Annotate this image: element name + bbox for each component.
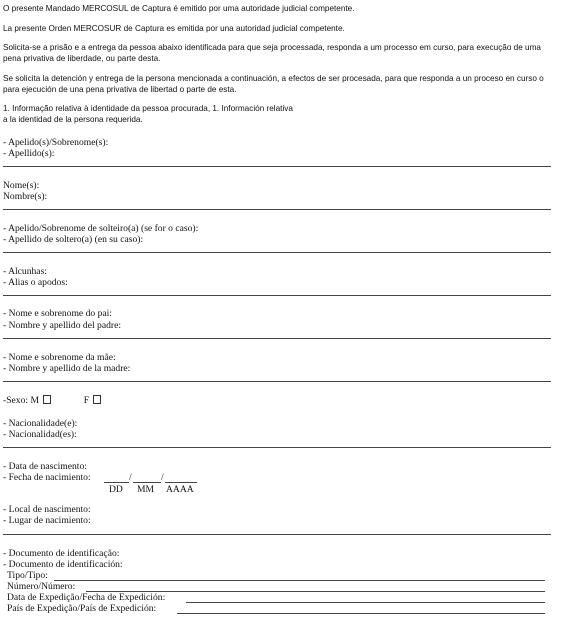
birthplace-input-line[interactable] — [3, 534, 551, 535]
father-name-label-es: - Nombre y apellido del padre: — [3, 320, 122, 331]
sex-field — [3, 395, 101, 406]
father-name-input-line[interactable] — [3, 338, 551, 339]
mother-name-label-pt: - Nome e sobrenome da mãe: — [3, 352, 116, 363]
birthdate-separator-2: / — [161, 472, 164, 483]
sex-female-checkbox[interactable] — [93, 395, 101, 404]
father-name-label-pt: - Nome e sobrenome do pai: — [3, 308, 112, 319]
nationality-input-line[interactable] — [3, 447, 551, 448]
id-document-label-pt: - Documento de identificação: — [3, 548, 120, 559]
birthdate-separator-1: / — [129, 472, 132, 483]
request-paragraph-es-line1: Se solicita la detención y entrega de la persona mencionada a continuación, a efectos de ser procesada, para que responda a un proceso en curso o — [3, 74, 544, 83]
mother-name-label-es: - Nombre y apellido de la madre: — [3, 363, 131, 374]
surname-label-es: - Apellido(s): — [3, 148, 55, 159]
id-type-input[interactable] — [54, 580, 545, 581]
section-heading-line1: 1. Informação relativa à identidade da pessoa procurada, 1. Información relativa — [3, 104, 293, 113]
intro-paragraph-es: La presente Orden MERCOSUR de Captura es emitida por una autoridad judicial competente. — [3, 24, 345, 33]
birthdate-label-es: - Fecha de nacimiento: — [3, 472, 91, 483]
name-input-line[interactable] — [3, 209, 551, 210]
surname-input-line[interactable] — [3, 166, 551, 167]
sex-male-checkbox[interactable] — [43, 395, 51, 404]
request-paragraph-pt-line2: pena privativa de liberdade, ou parte desta. — [3, 54, 161, 63]
issue-date-input[interactable] — [186, 602, 545, 603]
alias-input-line[interactable] — [3, 295, 551, 296]
birthdate-year-input[interactable] — [165, 482, 197, 483]
section-heading-line2: a la identidad de la persona requerida. — [3, 115, 143, 124]
birthdate-day-input[interactable] — [104, 482, 129, 483]
birthdate-month-hint: MM — [137, 484, 155, 495]
alias-label-pt: - Alcunhas: — [3, 266, 47, 277]
issue-country-input[interactable] — [177, 613, 545, 614]
sex-label: -Sexo: M — [3, 395, 39, 406]
birthdate-label-pt: - Data de nascimento: — [3, 461, 87, 472]
nationality-label-es: - Nacionalidad(es): — [3, 429, 77, 440]
request-paragraph-pt-line1: Solicita-se a prisão e a entrega da pessoa abaixo identificada para que seja processada, responda a um processo em curso, para execução de uma — [3, 43, 541, 52]
name-label-pt: Nome(s): — [3, 180, 40, 191]
id-number-label: Número/Número: — [7, 581, 76, 592]
id-type-label: Tipo/Tipo: — [7, 570, 48, 581]
birthplace-label-pt: - Local de nascimento: — [3, 504, 91, 515]
birthdate-day-hint: DD — [109, 484, 123, 495]
maiden-name-label-pt: - Apelido/Sobrenome de solteiro(a) (se for o caso): — [3, 223, 199, 234]
maiden-name-label-es: - Apellido de soltero(a) (en su caso): — [3, 234, 144, 245]
id-document-label-es: - Documento de identificación: — [3, 559, 123, 570]
surname-label-pt: - Apelido(s)/Sobrenome(s): — [3, 137, 109, 148]
name-label-es: Nombre(s): — [3, 191, 48, 202]
issue-country-label: País de Expedição/País de Expedición: — [7, 603, 157, 614]
nationality-label-pt: - Nacionalidade(e): — [3, 418, 78, 429]
birthdate-month-input[interactable] — [133, 482, 161, 483]
maiden-name-input-line[interactable] — [3, 252, 551, 253]
issue-date-label: Data de Expedição/Fecha de Expedición: — [7, 592, 166, 603]
birthplace-label-es: - Lugar de nacimiento: — [3, 515, 91, 526]
mother-name-input-line[interactable] — [3, 381, 551, 382]
request-paragraph-es-line2: para ejecución de una pena privativa de libertad o parte de esta. — [3, 85, 237, 94]
sex-female-label: F — [83, 395, 90, 406]
birthdate-year-hint: AAAA — [166, 484, 194, 495]
intro-paragraph-pt: O presente Mandado MERCOSUL de Captura é emitido por uma autoridade judicial competente. — [3, 4, 355, 13]
alias-label-es: - Alias o apodos: — [3, 277, 68, 288]
